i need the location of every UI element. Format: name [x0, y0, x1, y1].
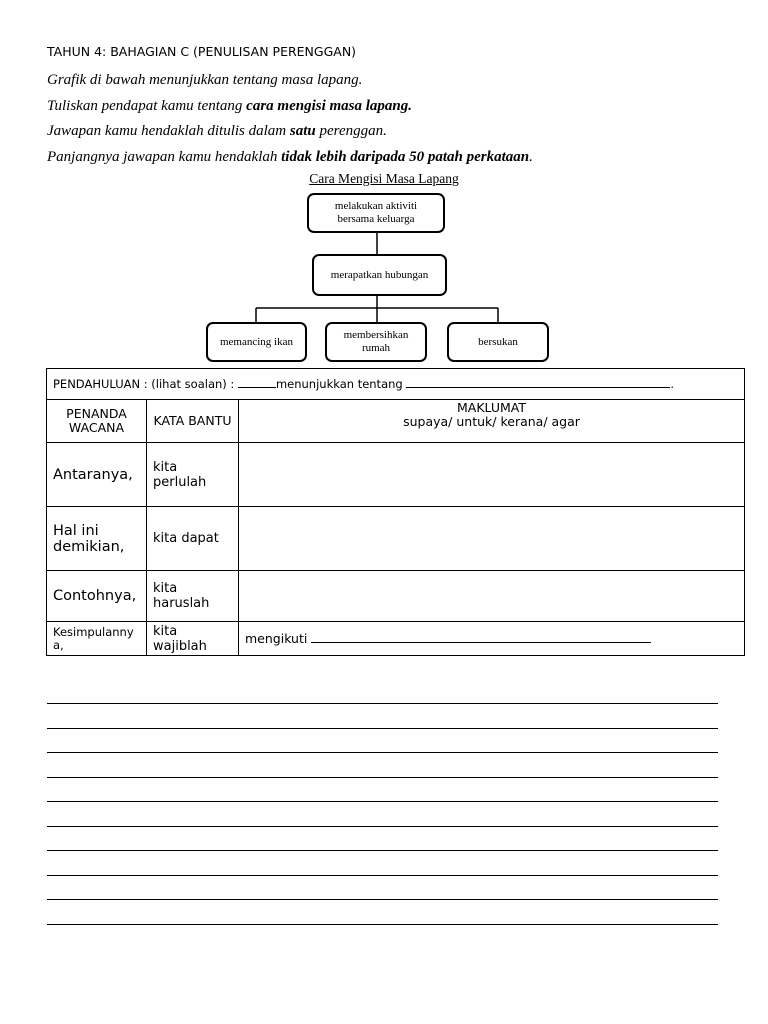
- diagram-child-box: [447, 322, 549, 362]
- diagram-child-box: [325, 322, 427, 362]
- table-row: [47, 571, 745, 622]
- diagram-top-box: [307, 193, 445, 233]
- table-row: [47, 443, 745, 507]
- diagram-box-label: melakukan aktiviti bersama keluarga: [334, 200, 418, 225]
- maklumat-title: MAKLUMAT: [456, 400, 527, 415]
- writing-line[interactable]: [47, 777, 718, 778]
- instruction-text: Grafik di bawah menunjukkan tentang masa lapang.: [47, 72, 363, 88]
- writing-line[interactable]: [47, 752, 718, 753]
- info-cell[interactable]: [239, 622, 745, 656]
- marker-cell: Kesimpulannya,: [47, 622, 147, 656]
- writing-line[interactable]: [47, 801, 718, 802]
- maklumat-hint: supaya/ untuk/ kerana/ agar: [403, 414, 580, 429]
- kata-cell: kita haruslah: [147, 571, 239, 622]
- intro-row: [47, 369, 745, 400]
- table-row: [47, 507, 745, 571]
- diagram-middle-box: [312, 254, 447, 296]
- writing-line[interactable]: [47, 924, 718, 925]
- info-cell[interactable]: [239, 507, 745, 571]
- kata-cell: kita wajiblah: [147, 622, 239, 656]
- marker-cell: Contohnya,: [47, 571, 147, 622]
- instruction-text: Jawapan kamu hendaklah ditulis dalam: [47, 123, 290, 139]
- info-prefix: mengikuti: [245, 631, 308, 646]
- diagram-box-label: membersihkan rumah: [343, 329, 409, 354]
- marker-cell: Antaranya,: [47, 443, 147, 507]
- instruction-text: perenggan.: [315, 123, 387, 139]
- info-cell[interactable]: [239, 571, 745, 622]
- instruction-text: Panjangnya jawapan kamu hendaklah: [47, 149, 282, 165]
- instruction-emphasis: satu: [289, 123, 316, 139]
- header-row: [47, 400, 745, 443]
- instruction-text: Tuliskan pendapat kamu tentang: [47, 98, 247, 114]
- outline-table: [46, 368, 745, 656]
- writing-line[interactable]: [47, 826, 718, 827]
- intro-blank-long[interactable]: [406, 387, 670, 388]
- intro-label: PENDAHULUAN : (lihat soalan) :: [53, 377, 235, 391]
- writing-line[interactable]: [47, 899, 718, 900]
- kata-cell: kita dapat: [147, 507, 239, 571]
- instruction-emphasis: cara mengisi masa lapang.: [246, 98, 413, 114]
- col-header-kata: KATA BANTU: [147, 400, 239, 443]
- kata-cell: kita perlulah: [147, 443, 239, 507]
- info-blank[interactable]: [311, 642, 651, 643]
- table-row: [47, 622, 745, 656]
- writing-line[interactable]: [47, 875, 718, 876]
- worksheet-title: TAHUN 4: BAHAGIAN C (PENULISAN PERENGGAN): [47, 44, 357, 59]
- marker-cell: Hal ini demikian,: [47, 507, 147, 571]
- col-header-maklumat: [239, 400, 745, 443]
- diagram-box-label: merapatkan hubungan: [330, 268, 429, 281]
- col-header-penanda: PENANDA WACANA: [47, 400, 147, 443]
- diagram-title: Cara Mengisi Masa Lapang: [309, 171, 459, 186]
- intro-middle: menunjukkan tentang: [275, 377, 403, 391]
- diagram-box-label: bersukan: [478, 335, 518, 348]
- writing-line[interactable]: [47, 728, 718, 729]
- writing-line[interactable]: [47, 850, 718, 851]
- diagram-child-box: [206, 322, 307, 362]
- writing-line[interactable]: [47, 703, 718, 704]
- instruction-emphasis: tidak lebih daripada 50 patah perkataan: [281, 149, 530, 165]
- intro-cell: [47, 369, 745, 400]
- instruction-text: .: [529, 149, 533, 165]
- diagram-box-label: memancing ikan: [219, 335, 293, 348]
- intro-end: .: [670, 377, 675, 391]
- intro-blank-short[interactable]: [238, 387, 276, 388]
- info-cell[interactable]: [239, 443, 745, 507]
